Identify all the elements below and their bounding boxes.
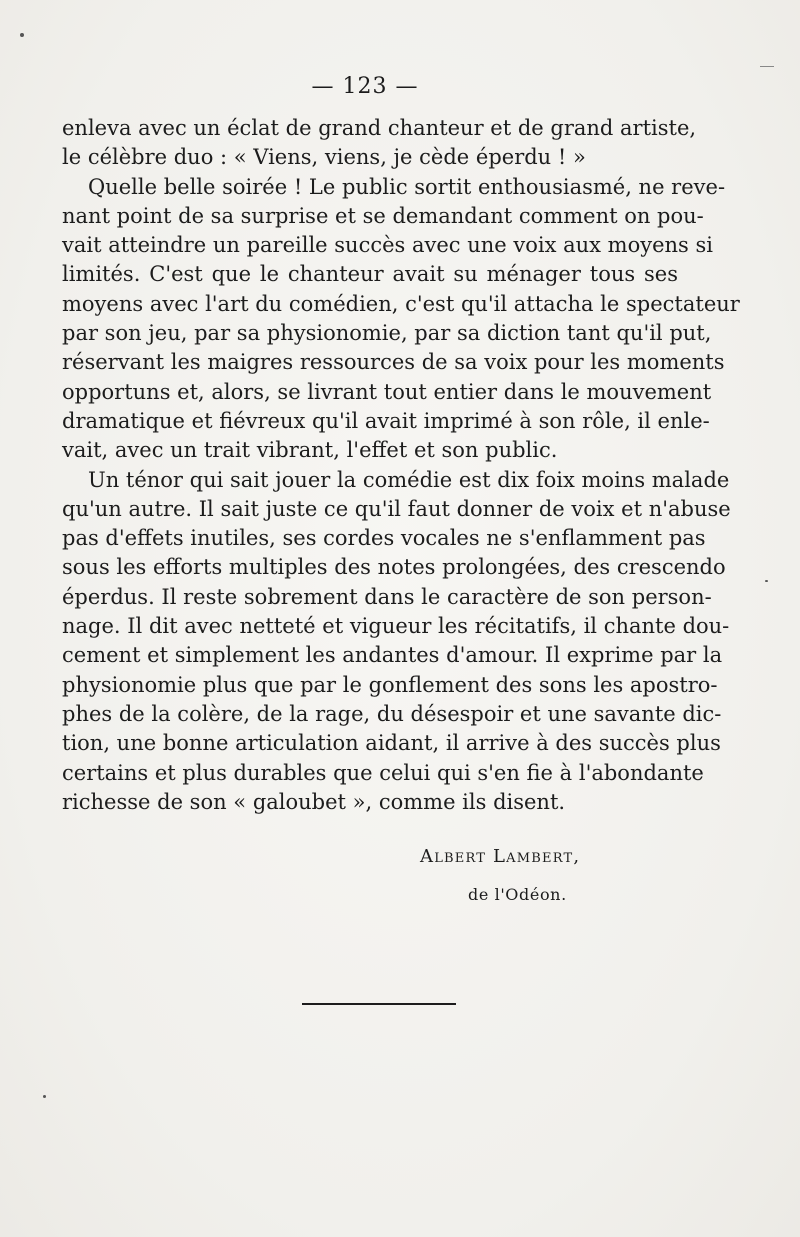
text-line: Quelle belle soirée ! Le public sortit enthousiasmé, ne reve- xyxy=(88,174,726,199)
paper-speck xyxy=(20,33,24,37)
author-signature: Albert Lambert, xyxy=(420,846,581,867)
page-number: — 123 — xyxy=(311,74,419,99)
text-line: opportuns et, alors, se livrant tout entier dans le mouvement xyxy=(62,379,712,404)
text-line: limités. C'est que le chanteur avait su ménager tous ses xyxy=(62,262,678,287)
text-line: le célèbre duo : « Viens, viens, je cède éperdu ! » xyxy=(62,145,586,170)
text-line: éperdus. Il reste sobrement dans le caractère de son person- xyxy=(62,584,712,609)
text-line: réservant les maigres ressources de sa voix pour les moments xyxy=(62,350,725,375)
text-line: richesse de son « galoubet », comme ils disent. xyxy=(62,789,566,814)
text-line: cement et simplement les andantes d'amour. Il exprime par la xyxy=(62,643,723,668)
text-line: vait atteindre un pareille succès avec une voix aux moyens si xyxy=(62,233,713,258)
paper-speck xyxy=(765,580,768,582)
text-line: phes de la colère, de la rage, du désespoir et une savante dic- xyxy=(62,701,722,726)
text-line: sous les efforts multiples des notes prolongées, des crescendo xyxy=(62,555,726,580)
text-line: tion, une bonne articulation aidant, il arrive à des succès plus xyxy=(62,731,721,756)
author-affiliation: de l'Odéon. xyxy=(468,885,567,904)
text-line: enleva avec un éclat de grand chanteur et de grand artiste, xyxy=(62,116,697,140)
text-line: nant point de sa surprise et se demandant comment on pou- xyxy=(62,203,704,228)
body-text xyxy=(62,114,740,817)
text-line: dramatique et fiévreux qu'il avait imprimé à son rôle, il enle- xyxy=(62,408,710,433)
text-line: par son jeu, par sa physionomie, par sa diction tant qu'il put, xyxy=(62,321,712,346)
text-line: vait, avec un trait vibrant, l'effet et son public. xyxy=(62,438,558,463)
end-rule xyxy=(302,1003,456,1005)
text-line: physionomie plus que par le gonflement des sons les apostro- xyxy=(62,672,718,697)
text-line: moyens avec l'art du comédien, c'est qu'il attacha le spectateur xyxy=(62,291,740,316)
paper-speck xyxy=(760,66,774,67)
text-line: pas d'effets inutiles, ses cordes vocales ne s'enflamment pas xyxy=(62,526,706,551)
text-line: Un ténor qui sait jouer la comédie est dix foix moins malade xyxy=(88,467,730,492)
text-line: qu'un autre. Il sait juste ce qu'il faut donner de voix et n'abuse xyxy=(62,496,731,521)
text-line: certains et plus durables que celui qui s'en fie à l'abondante xyxy=(62,760,704,785)
text-line: nage. Il dit avec netteté et vigueur les récitatifs, il chante dou- xyxy=(62,614,730,639)
paper-speck xyxy=(43,1095,46,1098)
